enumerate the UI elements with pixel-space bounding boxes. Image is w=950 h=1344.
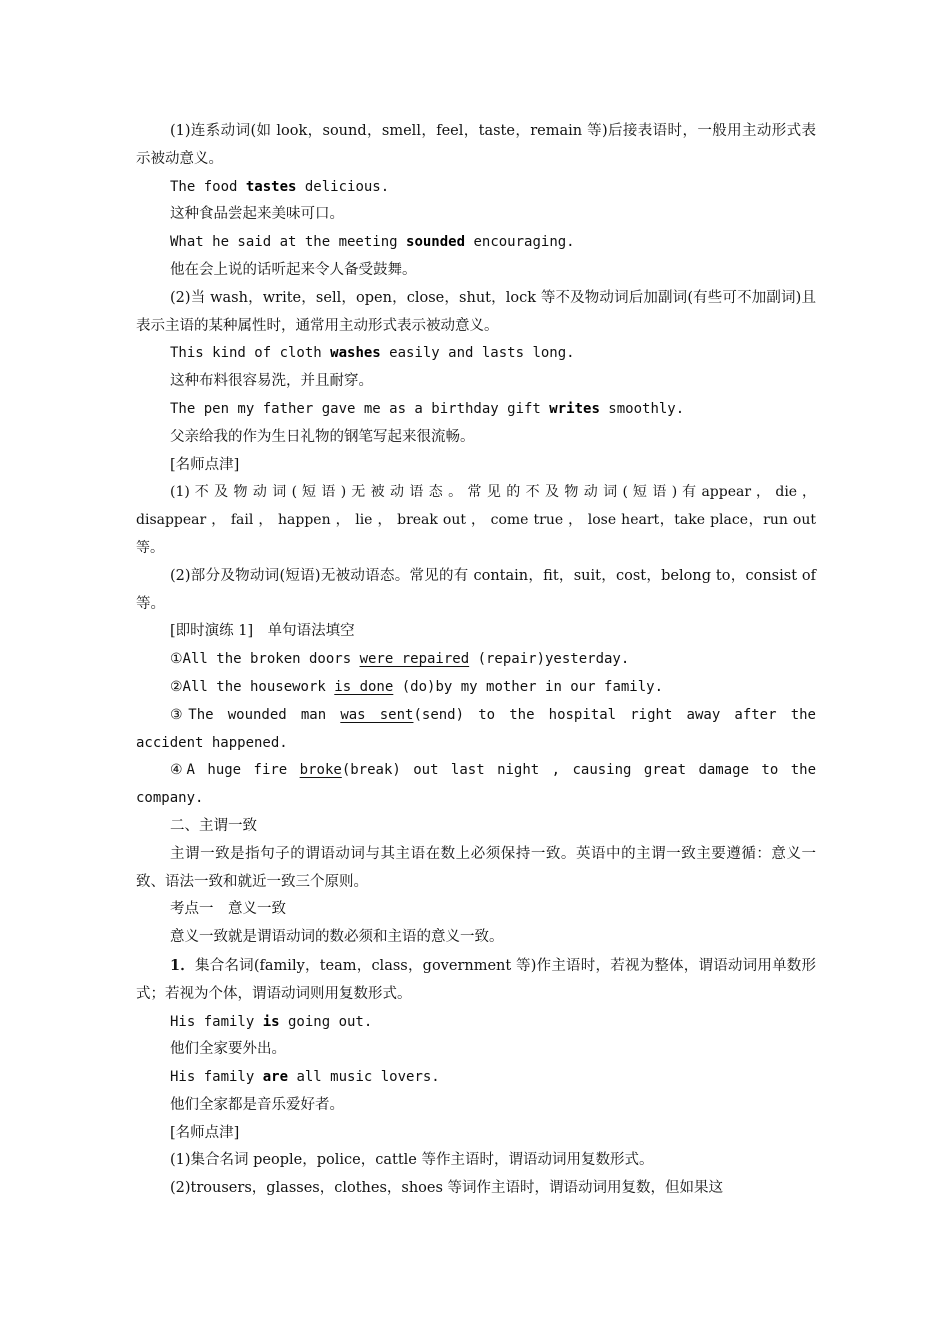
example-translation: 他们全家都是音乐爱好者。	[170, 1096, 344, 1113]
answer-blank: was sent	[340, 706, 414, 723]
example-translation: 这种食品尝起来美味可口。	[170, 206, 344, 223]
keyword: tastes	[245, 178, 297, 195]
example-text: all music lovers.	[288, 1069, 440, 1086]
keyword: writes	[549, 400, 600, 417]
example-translation: 这种布料很容易洗，并且耐穿。	[170, 373, 373, 390]
answer-blank: is done	[334, 678, 394, 695]
point-heading: 考点一 意义一致	[170, 901, 286, 918]
example-sentence	[136, 229, 816, 257]
keyword: is	[262, 1013, 280, 1030]
example-sentence	[136, 1064, 816, 1092]
document-page	[136, 118, 816, 1203]
example-text: smoothly.	[599, 400, 685, 417]
question-text: (do)by my mother in our family.	[393, 678, 664, 695]
example-sentence	[136, 396, 816, 424]
tip-heading: [名师点津]	[170, 1124, 240, 1141]
example-text: His family	[170, 1069, 263, 1086]
question-text: ④A huge fire	[170, 762, 300, 779]
drill-question	[136, 646, 816, 674]
tip-paragraph: (1)集合名词 people，police，cattle 等作主语时，谓语动词用复数形式。	[170, 1152, 654, 1169]
question-text: ③The wounded man	[170, 706, 341, 723]
example-text: His family	[170, 1013, 263, 1030]
example-translation: 他们全家要外出。	[170, 1041, 286, 1058]
tip-heading: [名师点津]	[170, 456, 240, 473]
drill-heading: [即时演练 1] 单句语法填空	[170, 623, 355, 640]
drill-question	[136, 674, 816, 702]
example-text: easily and lasts long.	[380, 345, 575, 362]
example-translation: 他在会上说的话听起来令人备受鼓舞。	[170, 261, 417, 278]
item-number: 1．	[170, 956, 196, 974]
point-paragraph: 意义一致就是谓语动词的数必须和主语的意义一致。	[170, 929, 504, 946]
example-text: The pen my father gave me as a birthday gift	[170, 400, 550, 417]
question-text: ②All the housework	[170, 678, 335, 695]
example-translation: 父亲给我的作为生日礼物的钢笔写起来很流畅。	[170, 428, 475, 445]
question-text: (send) to the hospital right away after the accident happened.	[136, 706, 816, 751]
drill-question	[136, 702, 816, 758]
answer-blank: broke	[299, 762, 342, 779]
answer-blank: were repaired	[359, 651, 470, 668]
numbered-item	[136, 952, 816, 1009]
keyword: washes	[330, 345, 381, 362]
example-text: going out.	[279, 1013, 373, 1030]
section-heading: 二、主谓一致	[170, 817, 257, 834]
item-text: 集合名词(family，team，class，government 等)作主语时，若视为整体，谓语动词用单数形式；若视为个体，谓语动词则用复数形式。	[136, 957, 816, 1002]
example-text: delicious.	[296, 178, 390, 195]
tip-paragraph: (2)trousers，glasses，clothes，shoes 等词作主语时，谓语动词用复数，但如果这	[170, 1180, 724, 1197]
paragraph-intransitive: (2)当 wash，write，sell，open，close，shut，lock 等不及物动词后加副词(有些可不加副词)且表示主语的某种属性时，通常用主动形式表示被动意义。	[136, 289, 816, 334]
paragraph-linking-verbs: (1)连系动词(如 look，sound，smell，feel，taste，remain 等)后接表语时，一般用主动形式表示被动意义。	[136, 123, 816, 167]
tip-paragraph: (1) 不 及 物 动 词 ( 短 语 ) 无 被 动 语 态 。 常 见 的 不 及 物 动 词 ( 短 语 ) 有 appear ， die ， disappear ， fail ， happen ， lie ， break out ， come true ， lose heart，take place，run out 等。	[136, 484, 816, 556]
example-sentence	[136, 340, 816, 368]
tip-paragraph: (2)部分及物动词(短语)无被动语态。常见的有 contain，fit，suit，cost，belong to，consist of 等。	[136, 567, 816, 612]
section-paragraph: 主谓一致是指句子的谓语动词与其主语在数上必须保持一致。英语中的主谓一致主要遵循：意义一致、语法一致和就近一致三个原则。	[136, 845, 816, 890]
question-text: (repair)yesterday.	[469, 651, 630, 668]
question-text: ①All the broken doors	[170, 651, 360, 668]
example-sentence	[136, 1009, 816, 1037]
example-text: The food	[170, 178, 246, 195]
question-text: (break) out last night , causing great damage to the company.	[136, 762, 816, 807]
drill-question	[136, 757, 816, 813]
keyword: are	[262, 1069, 289, 1086]
example-sentence	[136, 174, 816, 202]
example-text: What he said at the meeting	[170, 234, 407, 251]
example-text: encouraging.	[465, 234, 575, 251]
keyword: sounded	[406, 234, 466, 251]
example-text: This kind of cloth	[170, 345, 331, 362]
